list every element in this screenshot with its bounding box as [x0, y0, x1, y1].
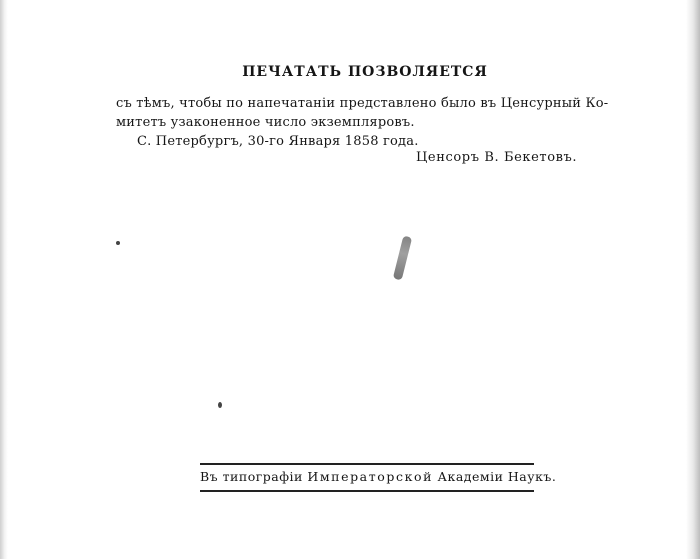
permission-text-line-1: съ тѣмъ, чтобы по напечатаніи представлено было въ Ценсурный Ко- — [116, 96, 609, 111]
imprint-emphasis: Императорской — [307, 469, 434, 484]
imprint-suffix: Академіи Наукъ. — [437, 469, 557, 484]
scan-edge-left — [0, 0, 8, 559]
imprint-rule-bottom — [200, 490, 534, 492]
scan-speck — [218, 402, 222, 408]
page-heading: ПЕЧАТАТЬ ПОЗВОЛЯЕТСЯ — [242, 64, 488, 80]
place-date-line: С. Петербургъ, 30-го Января 1858 года. — [137, 134, 419, 149]
scan-speck — [116, 241, 120, 245]
imprint-prefix: Въ типографіи — [200, 469, 303, 484]
censor-signature: Ценсоръ В. Бекетовъ. — [416, 150, 578, 165]
pencil-mark — [393, 236, 412, 281]
permission-text-line-2: митетъ узаконенное число экземпляровъ. — [116, 115, 415, 130]
scan-edge-right — [686, 0, 700, 559]
printer-imprint — [200, 468, 557, 486]
imprint-rule-top — [200, 463, 534, 465]
